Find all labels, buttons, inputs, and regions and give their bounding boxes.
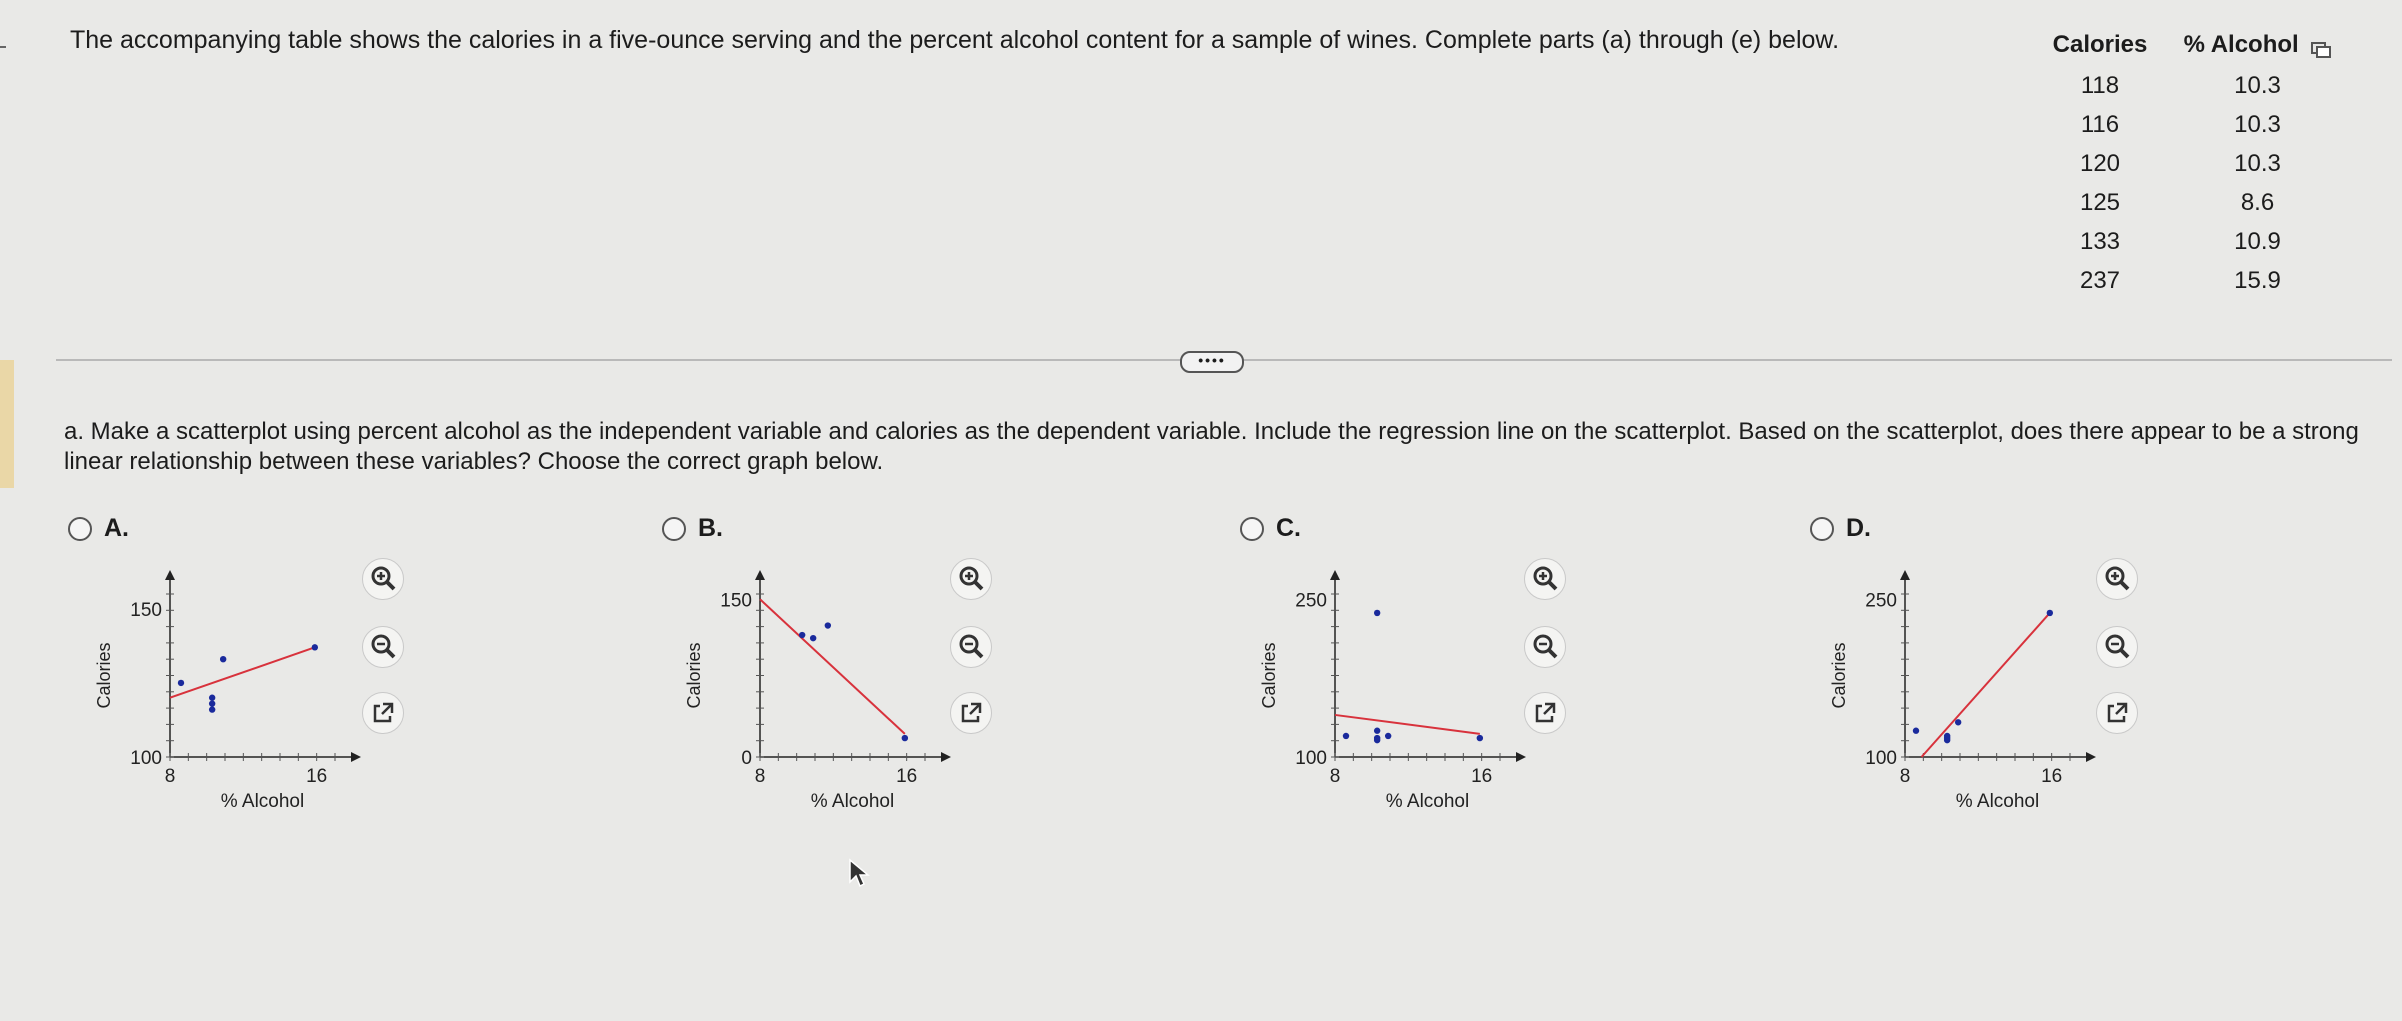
x-axis-arrow [941,752,951,762]
cell-alcohol: 10.3 [2234,71,2281,99]
data-point [209,706,215,712]
cell-alcohol: 10.3 [2234,110,2281,138]
zoom-in-icon [1530,564,1560,594]
option-d-zoom-out-button[interactable] [2096,626,2138,668]
external-link-icon [2102,698,2132,728]
option-d-graph [1795,550,2105,820]
x-tick-label-low: 8 [754,766,766,787]
table-row [2030,261,2345,300]
table-row [2030,222,2345,261]
external-link-icon [956,698,986,728]
cell-calories: 118 [2080,71,2120,99]
x-tick-label-high: 16 [306,766,328,787]
y-axis-arrow [1330,570,1340,580]
option-a-zoom-in-button[interactable] [362,558,404,600]
regression-line [1922,613,2050,757]
option-a-popout-button[interactable] [362,692,404,734]
y-axis-title: Calories [94,642,114,709]
cell-alcohol: 10.9 [2234,227,2281,255]
option-d-popout-button[interactable] [2096,692,2138,734]
option-d-zoom-in-button[interactable] [2096,558,2138,600]
mouse-cursor-icon [848,858,870,888]
data-point [1385,733,1391,739]
y-axis-title: Calories [1829,642,1849,709]
header-alcohol [2170,24,2345,66]
x-axis-title: % Alcohol [1955,791,2040,812]
data-point [312,644,318,650]
option-a-radio[interactable] [68,514,129,543]
data-point [1477,735,1483,741]
table-header-row [2030,24,2345,66]
radio-circle[interactable] [68,517,92,541]
radio-circle[interactable] [1240,517,1264,541]
y-tick-label-top: 250 [1865,590,1897,612]
option-letter: B. [698,514,723,542]
y-tick-label-bottom: 100 [1865,748,1897,769]
option-d-radio[interactable] [1810,514,1871,543]
option-letter: C. [1276,514,1301,542]
x-tick-label-high: 16 [1471,766,1493,787]
y-tick-label-top: 150 [130,599,162,621]
data-point [2047,610,2053,616]
y-axis-title: Calories [1259,642,1279,709]
data-point [1343,733,1349,739]
option-c-zoom-in-button[interactable] [1524,558,1566,600]
radio-circle[interactable] [1810,517,1834,541]
option-b-graph [650,550,960,820]
y-tick-label-bottom: 0 [741,748,752,769]
data-point [810,635,816,641]
left-accent-bar [0,360,14,488]
option-b-popout-button[interactable] [950,692,992,734]
data-point [1913,728,1919,734]
cell-alcohol: 15.9 [2234,266,2281,294]
option-b-zoom-out-button[interactable] [950,626,992,668]
option-a-graph [60,550,370,820]
header-alcohol-label: % Alcohol [2183,31,2299,58]
data-table [2030,24,2345,300]
problem-prompt: The accompanying table shows the calories in a five-ounce serving and the percent alcohol content for a sample of wines. Complete parts (a) through (e) below. [70,26,1840,54]
x-tick-label-low: 8 [1329,766,1341,787]
y-axis-arrow [165,570,175,580]
copy-table-icon[interactable] [2311,37,2331,55]
option-letter: A. [104,514,129,542]
cell-calories: 120 [2079,149,2121,177]
regression-line [170,647,315,697]
header-calories: Calories [2052,31,2148,58]
cell-calories: 125 [2079,188,2121,216]
data-point [209,695,215,701]
zoom-out-icon [2102,632,2132,662]
y-tick-label-top: 150 [720,590,752,612]
table-row [2030,66,2345,105]
y-tick-label-bottom: 100 [130,748,162,769]
data-point [1374,735,1380,741]
cell-calories: 237 [2079,266,2121,294]
cell-alcohol: 10.3 [2234,149,2281,177]
data-point [902,735,908,741]
x-tick-label-low: 8 [1899,766,1911,787]
external-link-icon [368,698,398,728]
expand-more-button[interactable]: •••• [1180,351,1244,373]
data-point [1374,610,1380,616]
zoom-out-icon [956,632,986,662]
regression-line [1335,715,1480,734]
table-row [2030,144,2345,183]
y-tick-label-bottom: 100 [1295,748,1327,769]
x-axis-title: % Alcohol [220,791,305,812]
cell-calories: 116 [2080,110,2120,138]
data-point [220,656,226,662]
data-point [1944,733,1950,739]
zoom-in-icon [368,564,398,594]
data-point [825,622,831,628]
option-a-zoom-out-button[interactable] [362,626,404,668]
cell-calories: 133 [2079,227,2121,255]
x-axis-title: % Alcohol [810,791,895,812]
cell-alcohol: 8.6 [2240,188,2275,216]
data-point [178,680,184,686]
radio-circle[interactable] [662,517,686,541]
external-link-icon [1530,698,1560,728]
option-c-radio[interactable] [1240,514,1301,543]
data-point [1955,719,1961,725]
option-c-graph [1225,550,1535,820]
x-tick-label-low: 8 [164,766,176,787]
data-point [209,700,215,706]
zoom-out-icon [368,632,398,662]
option-c-popout-button[interactable] [1524,692,1566,734]
data-point [1374,728,1380,734]
y-axis-arrow [1900,570,1910,580]
y-axis-arrow [755,570,765,580]
question-a-text: a. Make a scatterplot using percent alcohol as the independent variable and calories as the dependent variable. Include the regression line on the scatterplot. Based on the scatterplot, does there appear to be a strong linear relationship between these variables? Choose the correct graph below. [64,418,2359,475]
zoom-out-icon [1530,632,1560,662]
x-tick-label-high: 16 [2041,766,2063,787]
y-axis-title: Calories [684,642,704,709]
zoom-in-icon [2102,564,2132,594]
option-c-zoom-out-button[interactable] [1524,626,1566,668]
x-axis-arrow [1516,752,1526,762]
table-row [2030,105,2345,144]
x-axis-title: % Alcohol [1385,791,1470,812]
option-b-zoom-in-button[interactable] [950,558,992,600]
x-tick-label-high: 16 [896,766,918,787]
x-axis-arrow [351,752,361,762]
data-point [799,632,805,638]
zoom-in-icon [956,564,986,594]
x-axis-arrow [2086,752,2096,762]
option-letter: D. [1846,514,1871,542]
table-row [2030,183,2345,222]
left-edge-mark [0,46,6,48]
y-tick-label-top: 250 [1295,590,1327,612]
option-b-radio[interactable] [662,514,723,543]
regression-line [760,599,905,734]
